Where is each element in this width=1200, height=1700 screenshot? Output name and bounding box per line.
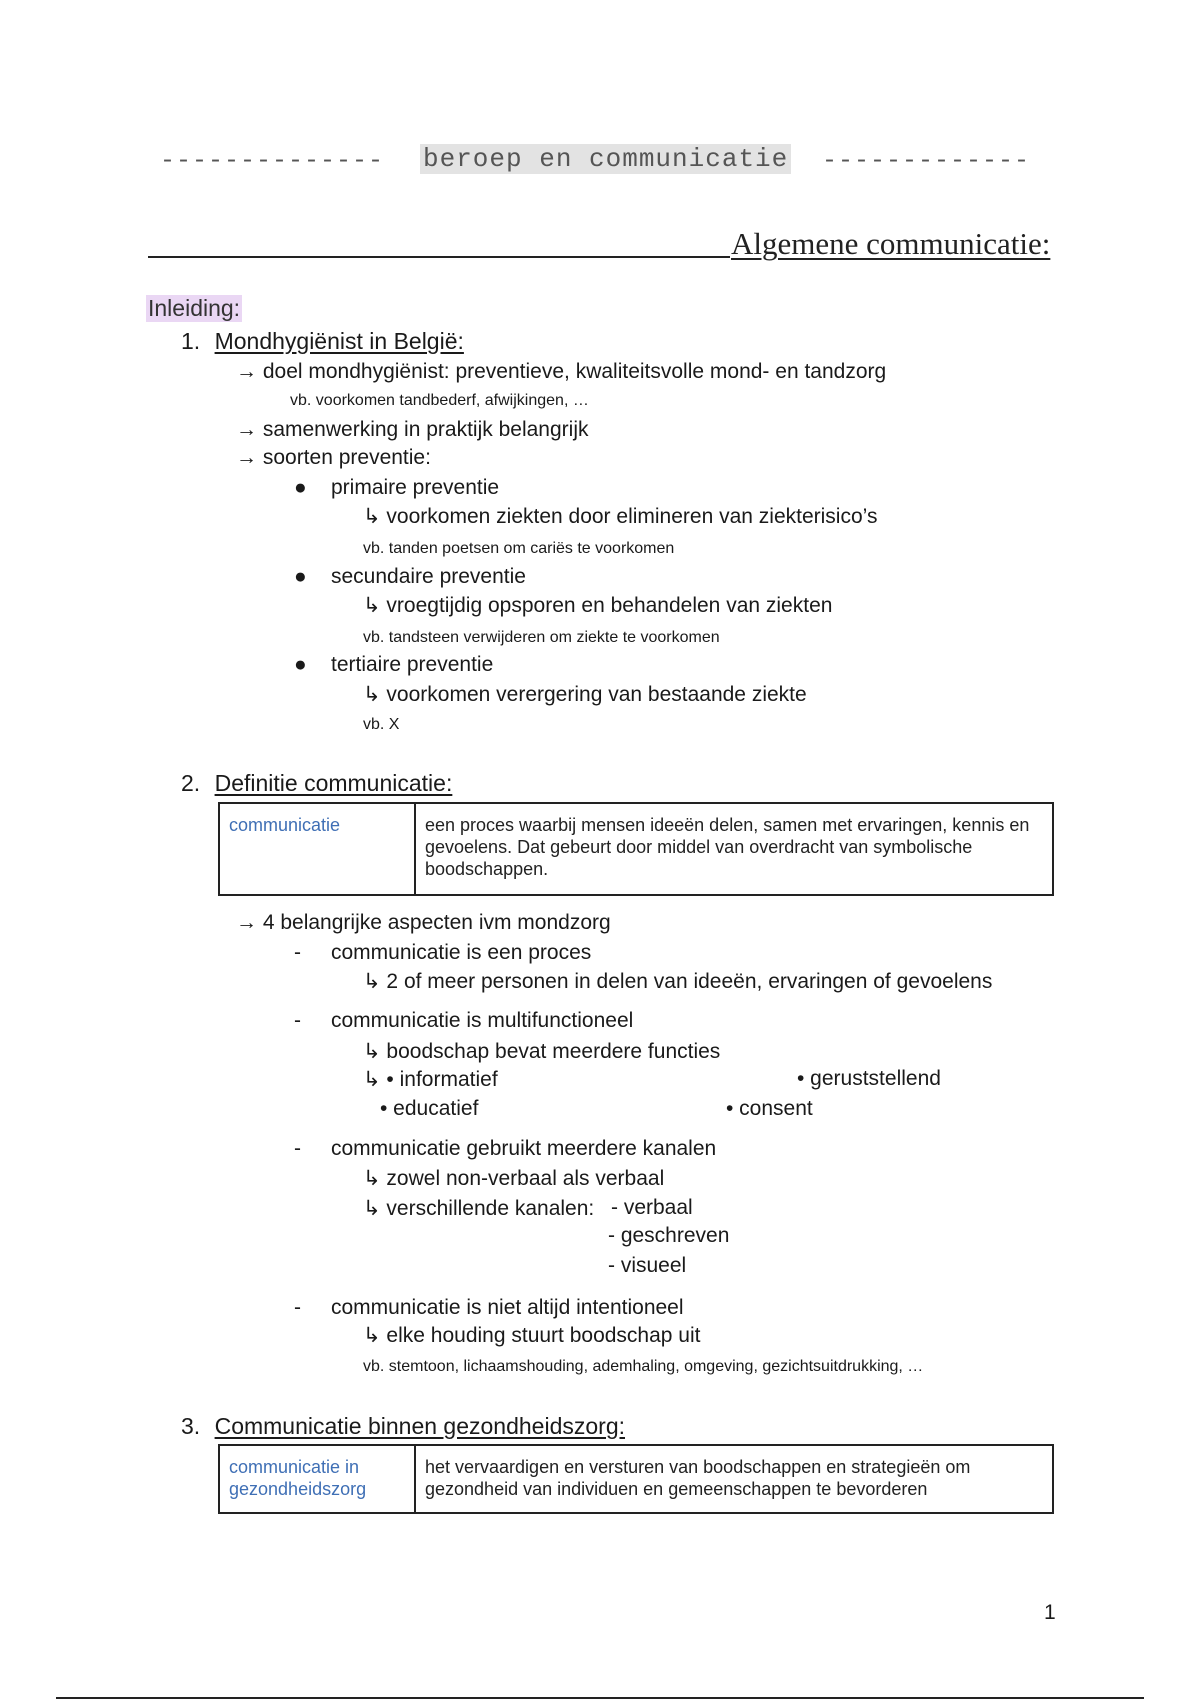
aspect-3-detail-2: ↳ verschillende kanalen: bbox=[363, 1197, 595, 1220]
section-1-number: 1. bbox=[181, 328, 201, 354]
doel-example: vb. voorkomen tandbederf, afwijkingen, … bbox=[290, 392, 589, 409]
definition-table-communicatie bbox=[218, 802, 1054, 896]
aspect-4-detail: ↳ elke houding stuurt boodschap uit bbox=[363, 1324, 701, 1347]
function-consent: • consent bbox=[726, 1097, 813, 1120]
doel-line: → doel mondhygiënist: preventieve, kwaliteitsvolle mond- en tandzorg bbox=[236, 360, 887, 383]
section-3-heading bbox=[181, 1413, 625, 1440]
function-educatief: • educatief bbox=[380, 1097, 479, 1120]
section-3-number: 3. bbox=[181, 1413, 201, 1439]
secundaire-example: vb. tandsteen verwijderen om ziekte te voorkomen bbox=[363, 629, 720, 646]
secundaire-label: secundaire preventie bbox=[331, 565, 526, 588]
inleiding-label: Inleiding: bbox=[148, 295, 241, 321]
definition-term: communicatie bbox=[219, 803, 415, 895]
aspect-3-detail-1: ↳ zowel non-verbaal als verbaal bbox=[363, 1167, 665, 1190]
samenwerking-line: → samenwerking in praktijk belangrijk bbox=[236, 418, 589, 441]
aspect-2-detail: ↳ boodschap bevat meerdere functies bbox=[363, 1040, 721, 1063]
aspect-1-label: communicatie is een proces bbox=[331, 941, 592, 964]
section-1-title: Mondhygiënist in België: bbox=[214, 328, 464, 354]
section-1-heading bbox=[181, 328, 464, 355]
section-3-title: Communicatie binnen gezondheidszorg: bbox=[214, 1413, 625, 1439]
section-2-heading bbox=[181, 770, 452, 797]
primaire-example: vb. tanden poetsen om cariës te voorkomen bbox=[363, 540, 675, 557]
soorten-line: → soorten preventie: bbox=[236, 446, 431, 469]
header-dashes-right: ------------- bbox=[822, 146, 1031, 175]
title-rule bbox=[148, 256, 730, 258]
section-2-title: Definitie communicatie: bbox=[214, 770, 453, 796]
footer-rule bbox=[56, 1697, 1144, 1699]
bullet-secundaire: ● bbox=[294, 565, 307, 588]
course-title: beroep en communicatie bbox=[420, 144, 791, 174]
primaire-label: primaire preventie bbox=[331, 476, 500, 499]
tertiaire-detail: ↳ voorkomen verergering van bestaande ziekte bbox=[363, 683, 807, 706]
aspect-4-example: vb. stemtoon, lichaamshouding, ademhaling, omgeving, gezichtsuitdrukking, … bbox=[363, 1358, 924, 1375]
definition-text-gezondheidszorg: het vervaardigen en versturen van boodschappen en strategieën om gezondheid van individuen en gemeenschappen te bevorderen bbox=[415, 1445, 1053, 1513]
dash-aspect-1: - bbox=[294, 941, 301, 964]
dash-aspect-2: - bbox=[294, 1009, 301, 1032]
dash-aspect-3: - bbox=[294, 1137, 301, 1160]
section-2-number: 2. bbox=[181, 770, 201, 796]
bullet-tertiaire: ● bbox=[294, 653, 307, 676]
page-number: 1 bbox=[1044, 1601, 1056, 1624]
tertiaire-example: vb. X bbox=[363, 716, 400, 733]
definition-term-gezondheidszorg: communicatie in gezondheidszorg bbox=[219, 1445, 415, 1513]
bullet-primaire: ● bbox=[294, 476, 307, 499]
header-dashes-left: -------------- bbox=[160, 146, 385, 175]
kanaal-geschreven: - geschreven bbox=[608, 1224, 730, 1247]
aspect-4-label: communicatie is niet altijd intentioneel bbox=[331, 1296, 684, 1319]
definition-text: een proces waarbij mensen ideeën delen, samen met ervaringen, kennis en gevoelens. Dat gebeurt door middel van overdracht van symbolische boodschappen. bbox=[415, 803, 1053, 895]
aspect-1-detail: ↳ 2 of meer personen in delen van ideeën, ervaringen of gevoelens bbox=[363, 970, 993, 993]
section-title: Algemene communicatie: bbox=[731, 226, 1051, 261]
primaire-detail: ↳ voorkomen ziekten door elimineren van ziekterisico’s bbox=[363, 505, 878, 528]
kanaal-verbaal: - verbaal bbox=[611, 1196, 693, 1219]
kanaal-visueel: - visueel bbox=[608, 1254, 687, 1277]
aspect-2-label: communicatie is multifunctioneel bbox=[331, 1009, 634, 1032]
dash-aspect-4: - bbox=[294, 1296, 301, 1319]
definition-table-gezondheidszorg bbox=[218, 1444, 1054, 1514]
secundaire-detail: ↳ vroegtijdig opsporen en behandelen van ziekten bbox=[363, 594, 833, 617]
tertiaire-label: tertiaire preventie bbox=[331, 653, 494, 676]
aspects-intro: → 4 belangrijke aspecten ivm mondzorg bbox=[236, 911, 611, 934]
function-geruststellend: • geruststellend bbox=[797, 1067, 941, 1090]
function-informatief: ↳ • informatief bbox=[363, 1068, 498, 1091]
aspect-3-label: communicatie gebruikt meerdere kanalen bbox=[331, 1137, 717, 1160]
